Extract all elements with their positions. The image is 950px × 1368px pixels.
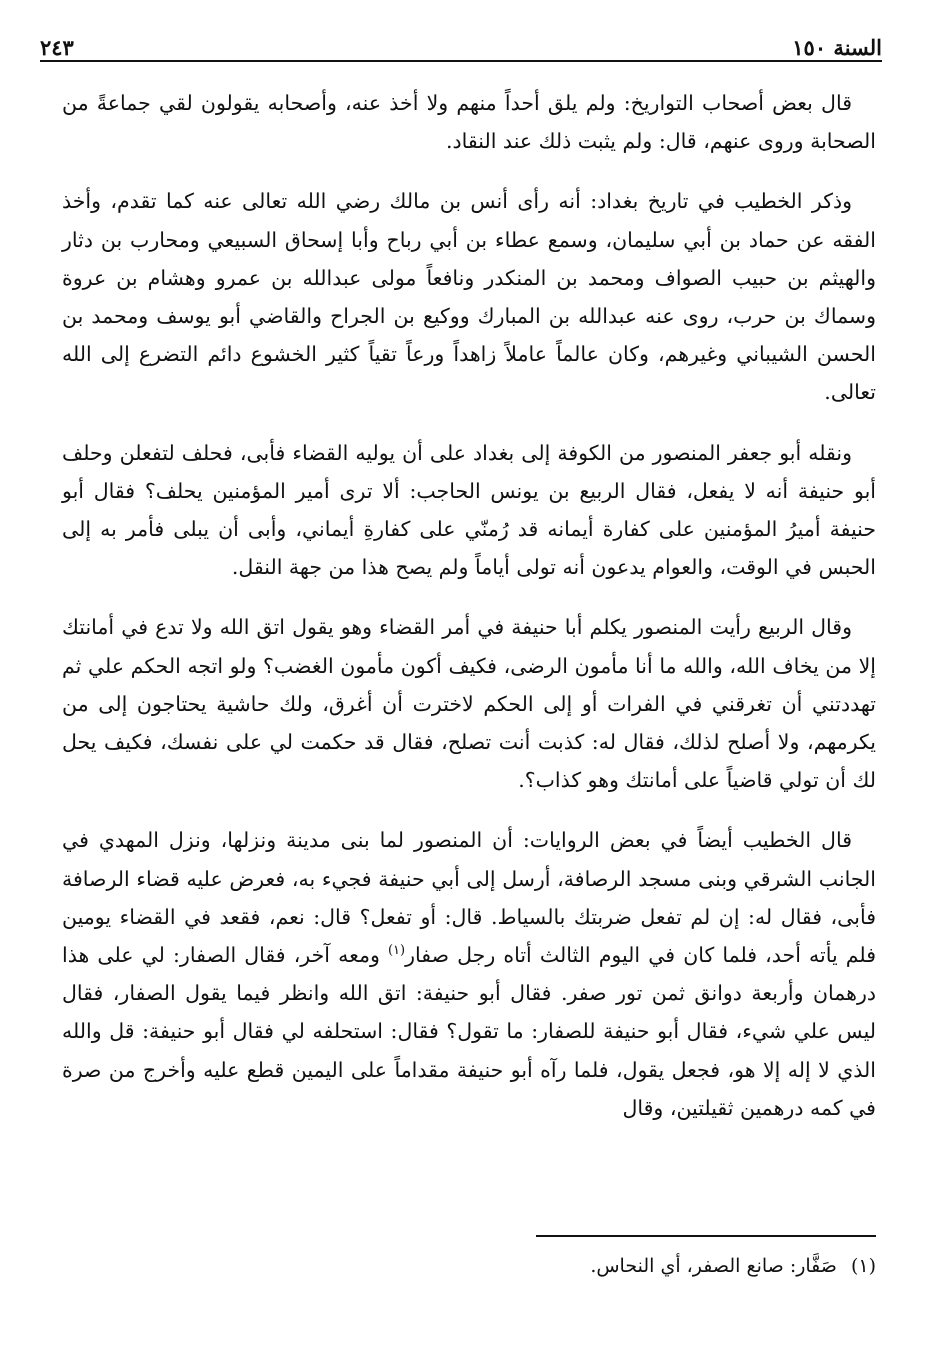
paragraph-2: وذكر الخطيب في تاريخ بغداد: أنه رأى أنس بن مالك رضي الله تعالى عنه كما تقدم، وأخذ الفقه عن حماد بن أبي سليمان، وسمع عطاء بن أبي رباح وأبا إسحاق السبيعي ومحارب بن دثار والهيثم بن حبيب الصواف ومحمد بن المنكدر ونافعاً مولى عبدالله بن عمرو وهشام بن عروة وسماك بن حرب، روى عنه عبدالله بن المبارك ووكيع بن الجراح والقاضي أبو يوسف ومحمد بن الحسن الشيباني وغيرهم، وكان عالماً عاملاً زاهداً ورعاً تقياً كثير الخشوع دائم التضرع إلى الله تعالى. xyxy=(62,189,876,405)
header-section-title: السنة ١٥٠ xyxy=(792,35,882,60)
footnote-number: (١) xyxy=(850,1255,876,1277)
main-text xyxy=(62,84,876,1127)
paragraph-5 xyxy=(62,821,876,1127)
footnote-reference[interactable]: (١) xyxy=(387,943,406,959)
running-header xyxy=(40,26,882,62)
paragraph-1: قال بعض أصحاب التواريخ: ولم يلق أحداً منهم ولا أخذ عنه، وأصحابه يقولون لقي جماعةً من الصحابة وروى عنهم، قال: ولم يثبت ذلك عند النقاد. xyxy=(62,91,876,154)
paragraph-4: وقال الربيع رأيت المنصور يكلم أبا حنيفة في أمر القضاء وهو يقول اتق الله ولا تدع في أمانتك إلا من يخاف الله، والله ما أنا مأمون الرضى، فكيف أكون مأمون الغضب؟ ولو اتجه الحكم علي ثم تهددتني أن تغرقني في الفرات أو إلى الحكم لاخترت أن أغرق، ولك حاشية يحتاجون إلى من يكرمهم، ولا أصلح لذلك، فقال له: كذبت أنت تصلح، فقال قد حكمت لي على نفسك، فكيف يحل لك أن تولي قاضياً على أمانتك وهو كذاب؟. xyxy=(62,615,876,793)
page-number: ٢٤٣ xyxy=(40,35,74,60)
footnote xyxy=(62,1250,876,1282)
paragraph-3: ونقله أبو جعفر المنصور من الكوفة إلى بغداد على أن يوليه القضاء فأبى، فحلف لتفعلن وحلف أبو حنيفة أنه لا يفعل، فقال الربيع بن يونس الحاجب: ألا ترى أمير المؤمنين يحلف؟ فقال أبو حنيفة أميرُ المؤمنين على كفارة أيمانه قد رُمنّي على كفارةِ أيماني، وأبى أن يبلى فأمر به إلى الحبس في الوقت، والعوام يدعون أنه تولى أياماً ولم يصح هذا من جهة النقل. xyxy=(62,440,876,580)
paragraph-5-part-1: قال الخطيب أيضاً في بعض الروايات: أن المنصور لما بنى مدينة ونزلها، ونزل المهدي في الجانب الشرقي وبنى مسجد الرصافة، أرسل إلى أبي حنيفة فجيء به، فعرض عليه قضاء الرصافة فأبى، فقال له: إن لم تفعل ضربتك بالسياط. قال: أو تفعل؟ قال: نعم، فقعد في القضاء يومين فلم يأته أحد، فلما كان في اليوم الثالث أتاه رجل صفار xyxy=(62,828,877,968)
footnote-text: صَفَّار: صانع الصفر، أي النحاس. xyxy=(590,1255,837,1277)
paragraph-5-part-2: ومعه آخر، فقال الصفار: لي على هذا درهمان وأربعة دوانق ثمن تور صفر. فقال أبو حنيفة: اتق الله وانظر فيما يقول الصفار، فقال ليس علي شيء، فقال أبو حنيفة للصفار: ما تقول؟ فقال: استحلفه لي فقال أبو حنيفة: قل والله الذي لا إله إلا هو، فجعل يقول، فلما رآه أبو حنيفة مقداماً على اليمين قطع عليه وأخرج من صرة في كمه درهمين ثقيلتين، وقال xyxy=(62,943,876,1120)
footnote-divider xyxy=(536,1235,876,1237)
